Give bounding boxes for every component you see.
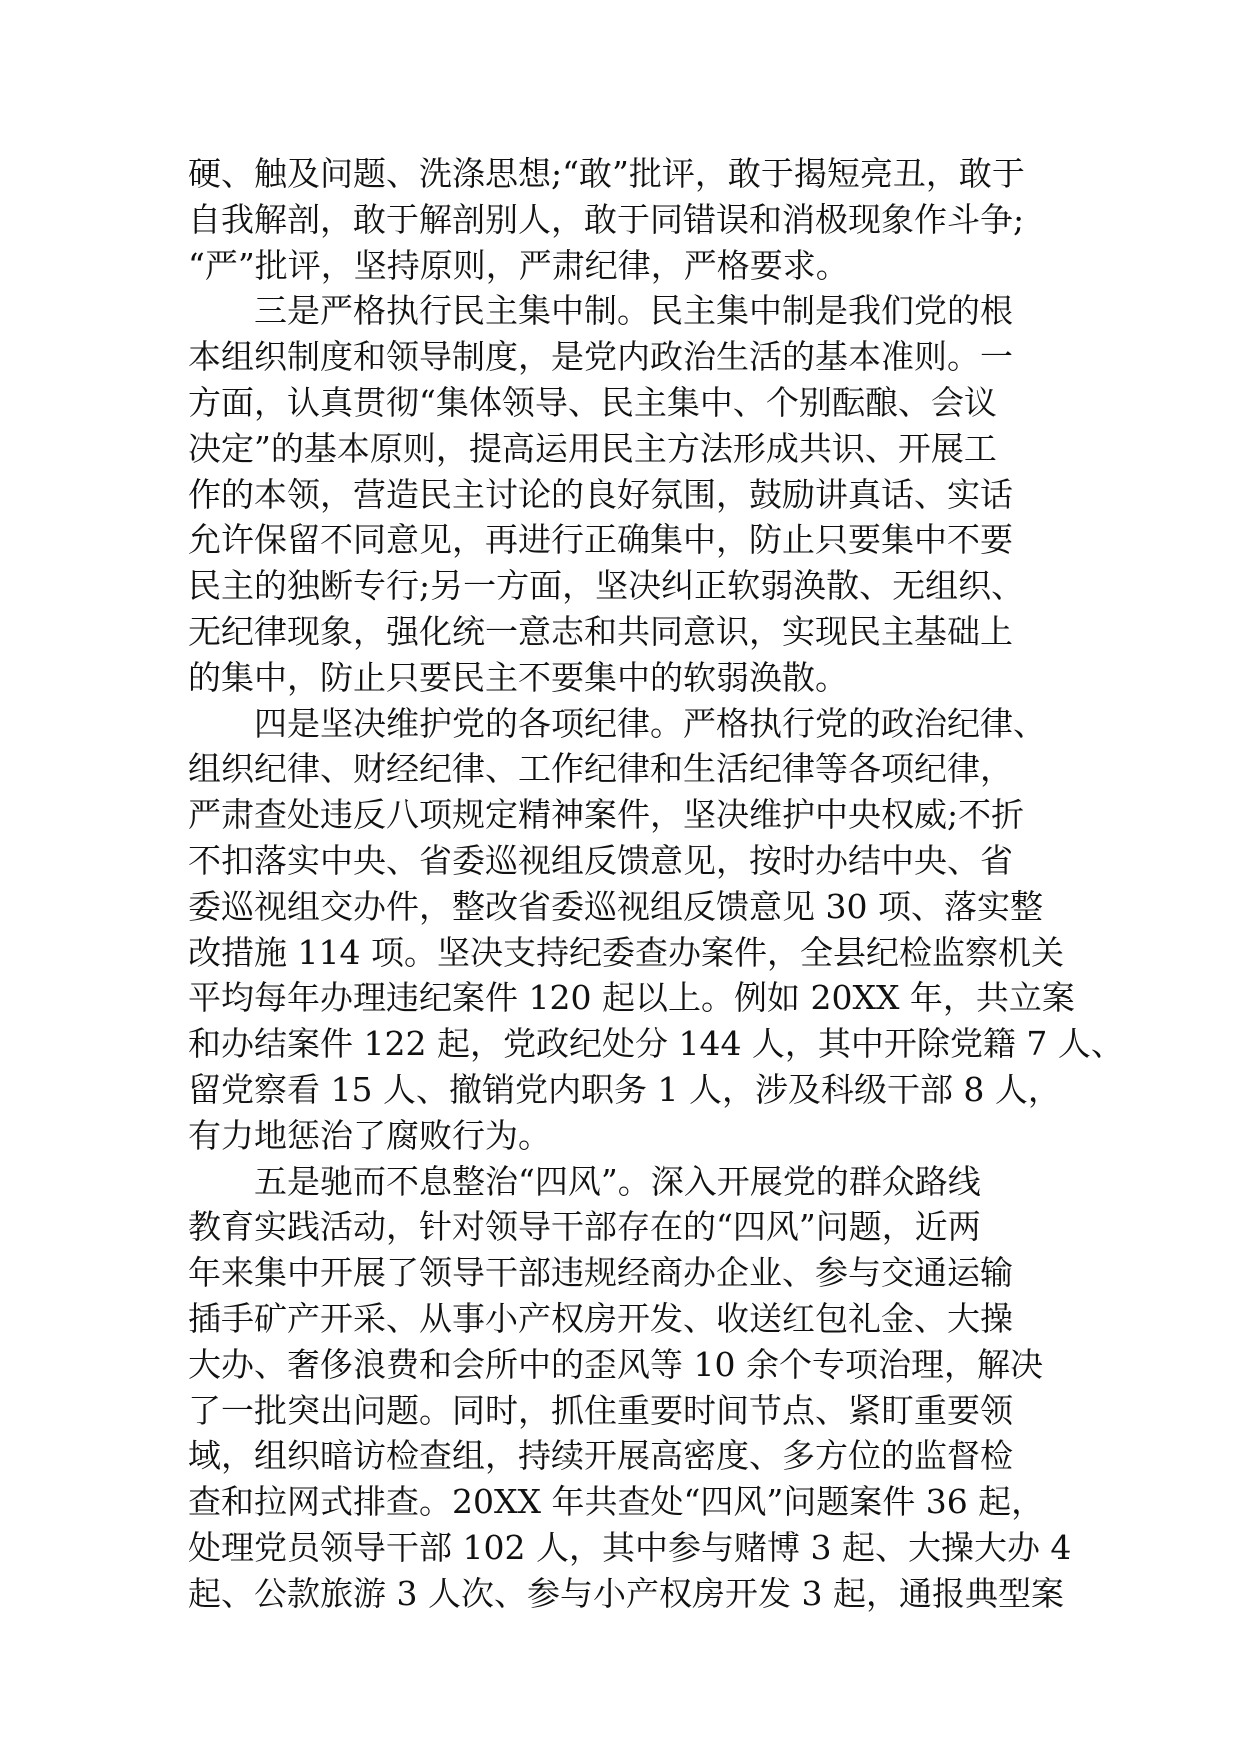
text-line: 组织纪律、财经纪律、工作纪律和生活纪律等各项纪律， (188, 749, 1013, 789)
text-line: 方面，认真贯彻“集体领导、民主集中、个别酝酿、会议 (188, 382, 997, 422)
text-line: 和办结案件 122 起，党政纪处分 144 人，其中开除党籍 7 人、 (188, 1024, 1124, 1064)
paragraph-first-line: 四是坚决维护党的各项纪律。严格执行党的政治纪律、 (254, 703, 1046, 743)
document-body (188, 151, 1124, 1617)
paragraph-first-line: 五是驰而不息整治“四风”。深入开展党的群众路线 (254, 1161, 981, 1201)
text-line: 处理党员领导干部 102 人，其中参与赌博 3 起、大操大办 4 (188, 1527, 1072, 1567)
text-line: 年来集中开展了领导干部违规经商办企业、参与交通运输 (188, 1253, 1013, 1293)
text-line: 作的本领，营造民主讨论的良好氛围，鼓励讲真话、实话 (188, 474, 1013, 514)
text-line: 允许保留不同意见，再进行正确集中，防止只要集中不要 (188, 520, 1013, 560)
text-line: 起、公款旅游 3 人次、参与小产权房开发 3 起，通报典型案 (188, 1573, 1064, 1613)
text-line: 查和拉网式排查。20XX 年共查处“四风”问题案件 36 起， (188, 1482, 1045, 1522)
paragraph-first-line: 三是严格执行民主集中制。民主集中制是我们党的根 (254, 291, 1013, 331)
text-line: 自我解剖，敢于解剖别人，敢于同错误和消极现象作斗争; (188, 199, 1025, 239)
text-line: 委巡视组交办件，整改省委巡视组反馈意见 30 项、落实整 (188, 886, 1043, 926)
text-line: 留党察看 15 人、撤销党内职务 1 人，涉及科级干部 8 人， (188, 1069, 1061, 1109)
text-line: 民主的独断专行;另一方面，坚决纠正软弱涣散、无组织、 (188, 566, 1025, 606)
text-line: 的集中，防止只要民主不要集中的软弱涣散。 (188, 657, 848, 697)
text-line: 不扣落实中央、省委巡视组反馈意见，按时办结中央、省 (188, 840, 1013, 880)
text-line: 域，组织暗访检查组，持续开展高密度、多方位的监督检 (188, 1436, 1013, 1476)
text-line: 无纪律现象，强化统一意志和共同意识，实现民主基础上 (188, 611, 1013, 651)
text-line: 大办、奢侈浪费和会所中的歪风等 10 余个专项治理，解决 (188, 1344, 1043, 1384)
text-line: 平均每年办理违纪案件 120 起以上。例如 20XX 年，共立案 (188, 978, 1075, 1018)
text-line: 改措施 114 项。坚决支持纪委查办案件，全县纪检监察机关 (188, 932, 1064, 972)
text-line: “严”批评，坚持原则，严肃纪律，严格要求。 (188, 245, 849, 285)
text-line: 教育实践活动，针对领导干部存在的“四风”问题，近两 (188, 1207, 981, 1247)
text-line: 有力地惩治了腐败行为。 (188, 1115, 551, 1155)
text-line: 严肃查处违反八项规定精神案件，坚决维护中央权威;不折 (188, 795, 1025, 835)
text-line: 了一批突出问题。同时，抓住重要时间节点、紧盯重要领 (188, 1390, 1013, 1430)
text-line: 插手矿产开采、从事小产权房开发、收送红包礼金、大操 (188, 1298, 1013, 1338)
text-line: 硬、触及问题、洗涤思想;“敢”批评，敢于揭短亮丑，敢于 (188, 154, 1025, 193)
text-line: 本组织制度和领导制度，是党内政治生活的基本准则。一 (188, 337, 1013, 377)
text-line: 决定”的基本原则，提高运用民主方法形成共识、开展工 (188, 428, 997, 468)
